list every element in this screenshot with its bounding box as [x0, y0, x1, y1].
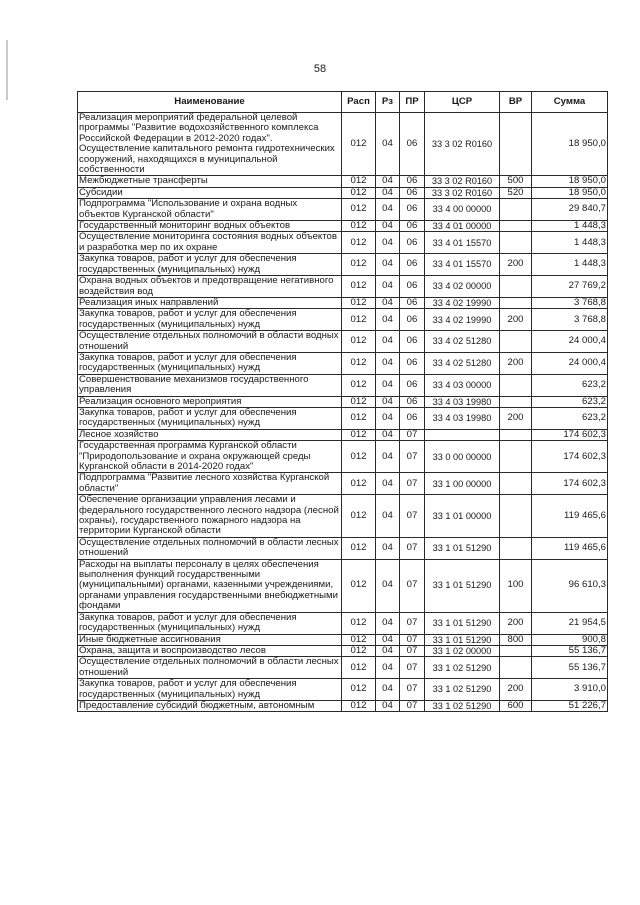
cell-csr: 33 3 02 R0160	[425, 113, 500, 176]
cell-sum: 21 954,5	[532, 612, 608, 634]
cell-rasp: 012	[342, 297, 376, 308]
cell-rz: 04	[376, 297, 400, 308]
cell-rasp: 012	[342, 331, 376, 353]
cell-rz: 04	[376, 221, 400, 232]
cell-name: Закупка товаров, работ и услуг для обеспечения государственных (муниципальных) нужд	[78, 254, 342, 276]
cell-sum: 623,2	[532, 407, 608, 429]
cell-rasp: 012	[342, 700, 376, 711]
cell-name: Реализация иных направлений	[78, 297, 342, 308]
column-header-csr: ЦСР	[425, 92, 500, 113]
cell-sum: 623,2	[532, 396, 608, 407]
table-row	[78, 199, 608, 221]
cell-rasp: 012	[342, 634, 376, 645]
cell-csr: 33 4 02 51280	[425, 331, 500, 353]
cell-name: Закупка товаров, работ и услуг для обеспечения государственных (муниципальных) нужд	[78, 309, 342, 331]
cell-rz: 04	[376, 612, 400, 634]
cell-csr: 33 1 01 51290	[425, 537, 500, 559]
cell-rz: 04	[376, 537, 400, 559]
table-row	[78, 187, 608, 198]
cell-name: Осуществление отдельных полномочий в области лесных отношений	[78, 537, 342, 559]
cell-csr: 33 4 01 15570	[425, 254, 500, 276]
cell-vr	[500, 396, 532, 407]
cell-csr: 33 4 02 00000	[425, 276, 500, 298]
table-row	[78, 374, 608, 396]
cell-pr: 06	[400, 297, 425, 308]
cell-rasp: 012	[342, 645, 376, 656]
cell-csr: 33 3 02 R0160	[425, 176, 500, 187]
cell-vr: 200	[500, 612, 532, 634]
table-row	[78, 429, 608, 440]
cell-csr	[425, 429, 500, 440]
page-number: 58	[313, 63, 327, 75]
cell-rz: 04	[376, 429, 400, 440]
cell-vr: 200	[500, 309, 532, 331]
cell-rz: 04	[376, 352, 400, 374]
table-row	[78, 473, 608, 495]
cell-sum: 174 602,3	[532, 429, 608, 440]
cell-pr: 07	[400, 495, 425, 538]
cell-csr: 33 1 00 00000	[425, 473, 500, 495]
table-row	[78, 352, 608, 374]
cell-rasp: 012	[342, 232, 376, 254]
cell-vr	[500, 113, 532, 176]
table-row	[78, 495, 608, 538]
cell-name: Предоставление субсидий бюджетным, автономным	[78, 700, 342, 711]
table-row	[78, 700, 608, 711]
cell-sum: 174 602,3	[532, 441, 608, 473]
table-row	[78, 441, 608, 473]
cell-csr: 33 3 02 R0160	[425, 187, 500, 198]
cell-name: Реализация мероприятий федеральной целевой программы "Развитие водохозяйственного комплекса Российской Федерации в 2012-2020 годах". Осуществление капитального ремонта гидротехнических сооружений, находящихся в муниципальной собственности	[78, 113, 342, 176]
cell-rasp: 012	[342, 612, 376, 634]
cell-rz: 04	[376, 276, 400, 298]
cell-sum: 24 000,4	[532, 331, 608, 353]
cell-csr: 33 1 02 51290	[425, 679, 500, 701]
cell-rz: 04	[376, 559, 400, 612]
table-row	[78, 113, 608, 176]
cell-pr: 07	[400, 441, 425, 473]
column-header-vr: ВР	[500, 92, 532, 113]
cell-rz: 04	[376, 374, 400, 396]
cell-vr	[500, 331, 532, 353]
cell-vr: 200	[500, 679, 532, 701]
table-row	[78, 276, 608, 298]
table-row	[78, 559, 608, 612]
cell-rasp: 012	[342, 199, 376, 221]
cell-rz: 04	[376, 407, 400, 429]
table-row	[78, 657, 608, 679]
table-row	[78, 612, 608, 634]
cell-pr: 06	[400, 331, 425, 353]
cell-rz: 04	[376, 657, 400, 679]
cell-rz: 04	[376, 634, 400, 645]
cell-csr: 33 1 02 00000	[425, 645, 500, 656]
cell-rasp: 012	[342, 374, 376, 396]
cell-rasp: 012	[342, 187, 376, 198]
cell-vr	[500, 429, 532, 440]
table-row	[78, 634, 608, 645]
cell-name: Закупка товаров, работ и услуг для обеспечения государственных (муниципальных) нужд	[78, 407, 342, 429]
table-row	[78, 309, 608, 331]
cell-name: Совершенствование механизмов государственного управления	[78, 374, 342, 396]
cell-vr	[500, 495, 532, 538]
cell-sum: 51 226,7	[532, 700, 608, 711]
cell-rasp: 012	[342, 221, 376, 232]
cell-pr: 07	[400, 657, 425, 679]
table-row	[78, 396, 608, 407]
cell-rz: 04	[376, 473, 400, 495]
cell-name: Подпрограмма "Использование и охрана водных объектов Курганской области"	[78, 199, 342, 221]
cell-rz: 04	[376, 700, 400, 711]
table-row	[78, 679, 608, 701]
cell-vr	[500, 199, 532, 221]
cell-csr: 33 0 00 00000	[425, 441, 500, 473]
cell-name: Лесное хозяйство	[78, 429, 342, 440]
cell-pr: 06	[400, 352, 425, 374]
cell-rasp: 012	[342, 309, 376, 331]
cell-csr: 33 4 00 00000	[425, 199, 500, 221]
cell-name: Закупка товаров, работ и услуг для обеспечения государственных (муниципальных) нужд	[78, 352, 342, 374]
cell-sum: 96 610,3	[532, 559, 608, 612]
cell-pr: 06	[400, 276, 425, 298]
cell-rasp: 012	[342, 679, 376, 701]
cell-csr: 33 4 01 00000	[425, 221, 500, 232]
cell-csr: 33 4 03 19980	[425, 407, 500, 429]
cell-sum: 1 448,3	[532, 232, 608, 254]
cell-pr: 06	[400, 407, 425, 429]
cell-rz: 04	[376, 441, 400, 473]
column-header-name: Наименование	[78, 92, 342, 113]
table-header-row	[78, 92, 608, 113]
table-row	[78, 221, 608, 232]
cell-rasp: 012	[342, 657, 376, 679]
column-header-sum: Сумма	[532, 92, 608, 113]
cell-pr: 07	[400, 645, 425, 656]
cell-rasp: 012	[342, 276, 376, 298]
cell-csr: 33 1 01 51290	[425, 559, 500, 612]
cell-pr: 07	[400, 429, 425, 440]
cell-sum: 119 465,6	[532, 495, 608, 538]
cell-sum: 174 602,3	[532, 473, 608, 495]
cell-name: Осуществление отдельных полномочий в области водных отношений	[78, 331, 342, 353]
cell-rasp: 012	[342, 441, 376, 473]
cell-vr	[500, 657, 532, 679]
cell-csr: 33 1 02 51290	[425, 657, 500, 679]
cell-csr: 33 4 02 51280	[425, 352, 500, 374]
cell-rasp: 012	[342, 396, 376, 407]
cell-rasp: 012	[342, 407, 376, 429]
table-row	[78, 331, 608, 353]
cell-rasp: 012	[342, 429, 376, 440]
cell-name: Субсидии	[78, 187, 342, 198]
cell-pr: 07	[400, 473, 425, 495]
cell-rz: 04	[376, 187, 400, 198]
cell-name: Подпрограмма "Развитие лесного хозяйства Курганской области"	[78, 473, 342, 495]
cell-pr: 06	[400, 232, 425, 254]
cell-pr: 06	[400, 374, 425, 396]
cell-pr: 07	[400, 612, 425, 634]
cell-name: Осуществление отдельных полномочий в области лесных отношений	[78, 657, 342, 679]
table-body	[78, 113, 608, 712]
cell-pr: 06	[400, 396, 425, 407]
cell-rasp: 012	[342, 473, 376, 495]
cell-vr: 200	[500, 254, 532, 276]
cell-sum: 18 950,0	[532, 187, 608, 198]
cell-sum: 1 448,3	[532, 221, 608, 232]
cell-name: Иные бюджетные ассигнования	[78, 634, 342, 645]
cell-name: Осуществление мониторинга состояния водных объектов и разработка мер по их охране	[78, 232, 342, 254]
cell-sum: 18 950,0	[532, 176, 608, 187]
cell-sum: 27 769,2	[532, 276, 608, 298]
cell-rz: 04	[376, 199, 400, 221]
cell-pr: 06	[400, 199, 425, 221]
cell-vr	[500, 297, 532, 308]
table-row	[78, 232, 608, 254]
cell-name: Государственная программа Курганской области "Природопользование и охрана окружающей среды Курганской области в 2014-2020 годах"	[78, 441, 342, 473]
cell-rasp: 012	[342, 559, 376, 612]
cell-rz: 04	[376, 254, 400, 276]
table-row	[78, 407, 608, 429]
budget-table	[77, 91, 608, 712]
cell-rz: 04	[376, 232, 400, 254]
cell-vr: 200	[500, 407, 532, 429]
cell-vr	[500, 645, 532, 656]
cell-csr: 33 4 02 19990	[425, 309, 500, 331]
cell-pr: 07	[400, 537, 425, 559]
table-row	[78, 254, 608, 276]
table-row	[78, 176, 608, 187]
cell-sum: 24 000,4	[532, 352, 608, 374]
cell-rasp: 012	[342, 176, 376, 187]
cell-pr: 07	[400, 634, 425, 645]
cell-csr: 33 1 01 51290	[425, 612, 500, 634]
cell-name: Реализация основного мероприятия	[78, 396, 342, 407]
cell-vr	[500, 537, 532, 559]
cell-sum: 3 768,8	[532, 297, 608, 308]
table-row	[78, 537, 608, 559]
cell-csr: 33 4 02 19990	[425, 297, 500, 308]
cell-vr	[500, 221, 532, 232]
cell-csr: 33 4 01 15570	[425, 232, 500, 254]
column-header-pr: ПР	[400, 92, 425, 113]
cell-vr	[500, 374, 532, 396]
cell-rasp: 012	[342, 113, 376, 176]
table-row	[78, 297, 608, 308]
cell-sum: 3 768,8	[532, 309, 608, 331]
cell-sum: 3 910,0	[532, 679, 608, 701]
cell-rz: 04	[376, 176, 400, 187]
cell-vr: 600	[500, 700, 532, 711]
table-row	[78, 645, 608, 656]
cell-vr: 100	[500, 559, 532, 612]
cell-sum: 623,2	[532, 374, 608, 396]
cell-sum: 29 840,7	[532, 199, 608, 221]
column-header-rasp: Расп	[342, 92, 376, 113]
cell-rz: 04	[376, 396, 400, 407]
cell-sum: 1 448,3	[532, 254, 608, 276]
cell-rasp: 012	[342, 537, 376, 559]
cell-pr: 07	[400, 559, 425, 612]
cell-sum: 18 950,0	[532, 113, 608, 176]
cell-vr: 200	[500, 352, 532, 374]
cell-sum: 900,8	[532, 634, 608, 645]
cell-vr	[500, 473, 532, 495]
cell-rz: 04	[376, 645, 400, 656]
cell-csr: 33 1 01 00000	[425, 495, 500, 538]
cell-name: Закупка товаров, работ и услуг для обеспечения государственных (муниципальных) нужд	[78, 679, 342, 701]
cell-sum: 55 136,7	[532, 657, 608, 679]
cell-vr	[500, 276, 532, 298]
cell-rz: 04	[376, 495, 400, 538]
cell-name: Закупка товаров, работ и услуг для обеспечения государственных (муниципальных) нужд	[78, 612, 342, 634]
cell-pr: 07	[400, 700, 425, 711]
cell-name: Государственный мониторинг водных объектов	[78, 221, 342, 232]
cell-csr: 33 1 02 51290	[425, 700, 500, 711]
cell-pr: 06	[400, 254, 425, 276]
cell-pr: 07	[400, 679, 425, 701]
cell-pr: 06	[400, 309, 425, 331]
cell-rz: 04	[376, 331, 400, 353]
cell-vr	[500, 232, 532, 254]
cell-rasp: 012	[342, 352, 376, 374]
cell-name: Обеспечение организации управления лесами и федерального государственного лесного надзора (лесной охраны), государственного пожарного надзора на территории Курганской области	[78, 495, 342, 538]
cell-csr: 33 4 03 00000	[425, 374, 500, 396]
cell-rasp: 012	[342, 495, 376, 538]
cell-name: Межбюджетные трансферты	[78, 176, 342, 187]
cell-pr: 06	[400, 113, 425, 176]
cell-rz: 04	[376, 309, 400, 331]
cell-vr: 800	[500, 634, 532, 645]
cell-vr: 520	[500, 187, 532, 198]
cell-rz: 04	[376, 113, 400, 176]
cell-vr	[500, 441, 532, 473]
cell-name: Охрана водных объектов и предотвращение негативного воздействия вод	[78, 276, 342, 298]
cell-csr: 33 4 03 19980	[425, 396, 500, 407]
column-header-rz: Рз	[376, 92, 400, 113]
cell-csr: 33 1 01 51290	[425, 634, 500, 645]
cell-rasp: 012	[342, 254, 376, 276]
cell-sum: 55 136,7	[532, 645, 608, 656]
cell-rz: 04	[376, 679, 400, 701]
cell-pr: 06	[400, 221, 425, 232]
cell-sum: 119 465,6	[532, 537, 608, 559]
cell-pr: 06	[400, 187, 425, 198]
cell-name: Расходы на выплаты персоналу в целях обеспечения выполнения функций государственными (муниципальными) органами, казенными учреждениями, органами управления государственными внебюджетными фондами	[78, 559, 342, 612]
cell-pr: 06	[400, 176, 425, 187]
cell-vr: 500	[500, 176, 532, 187]
cell-name: Охрана, защита и воспроизводство лесов	[78, 645, 342, 656]
